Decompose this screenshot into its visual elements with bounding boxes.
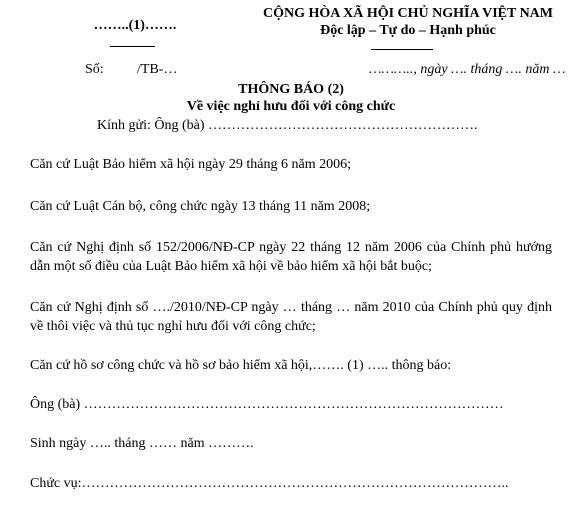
national-motto: Độc lập – Tự do – Hạnh phúc — [320, 23, 496, 38]
place-date: ……….., ngày …. tháng …. năm … — [369, 62, 566, 77]
basis-paragraph-3: Căn cứ Nghị định số 152/2006/NĐ-CP ngày 22 tháng 12 năm 2006 của Chính phủ hướng dẫn một số điều của Luật Bảo hiểm xã hội về bảo hiểm xã hội bắt buộc; — [30, 240, 552, 274]
doc-number-label: Số: — [85, 62, 104, 77]
country-name: CỘNG HÒA XÃ HỘI CHỦ NGHĨA VIỆT NAM — [262, 6, 553, 21]
document-subtitle: Về việc nghỉ hưu đối với công chức — [186, 99, 396, 114]
document-title: THÔNG BÁO (2) — [238, 82, 344, 97]
agency-name: ……..(1)……. — [93, 18, 177, 33]
basis-paragraph-4: Căn cứ Nghị định số …./2010/NĐ-CP ngày … tháng … năm 2010 của Chính phủ quy định về thôi việc và thủ tục nghỉ hưu đối với công chức; — [30, 300, 552, 334]
doc-number-value: /TB-… — [137, 62, 178, 77]
basis-paragraph-5: Căn cứ hồ sơ công chức và hồ sơ bảo hiểm xã hội,……. (1) ….. thông báo: — [30, 358, 452, 373]
birth-date-field: Sinh ngày ….. tháng …… năm ………. — [30, 436, 254, 451]
basis-paragraph-2: Căn cứ Luật Cán bộ, công chức ngày 13 tháng 11 năm 2008; — [30, 199, 371, 214]
position-field: Chức vụ:……………………………………………………………………………….. — [30, 476, 509, 491]
basis-paragraph-1: Căn cứ Luật Bảo hiểm xã hội ngày 29 tháng 6 năm 2006; — [30, 157, 351, 172]
agency-underline — [110, 46, 155, 47]
motto-underline — [371, 49, 433, 50]
recipient-line: Kính gửi: Ông (bà) …………………………………………………. — [97, 118, 478, 133]
name-field: Ông (bà) ……………………………………………………………………………… — [30, 397, 504, 412]
